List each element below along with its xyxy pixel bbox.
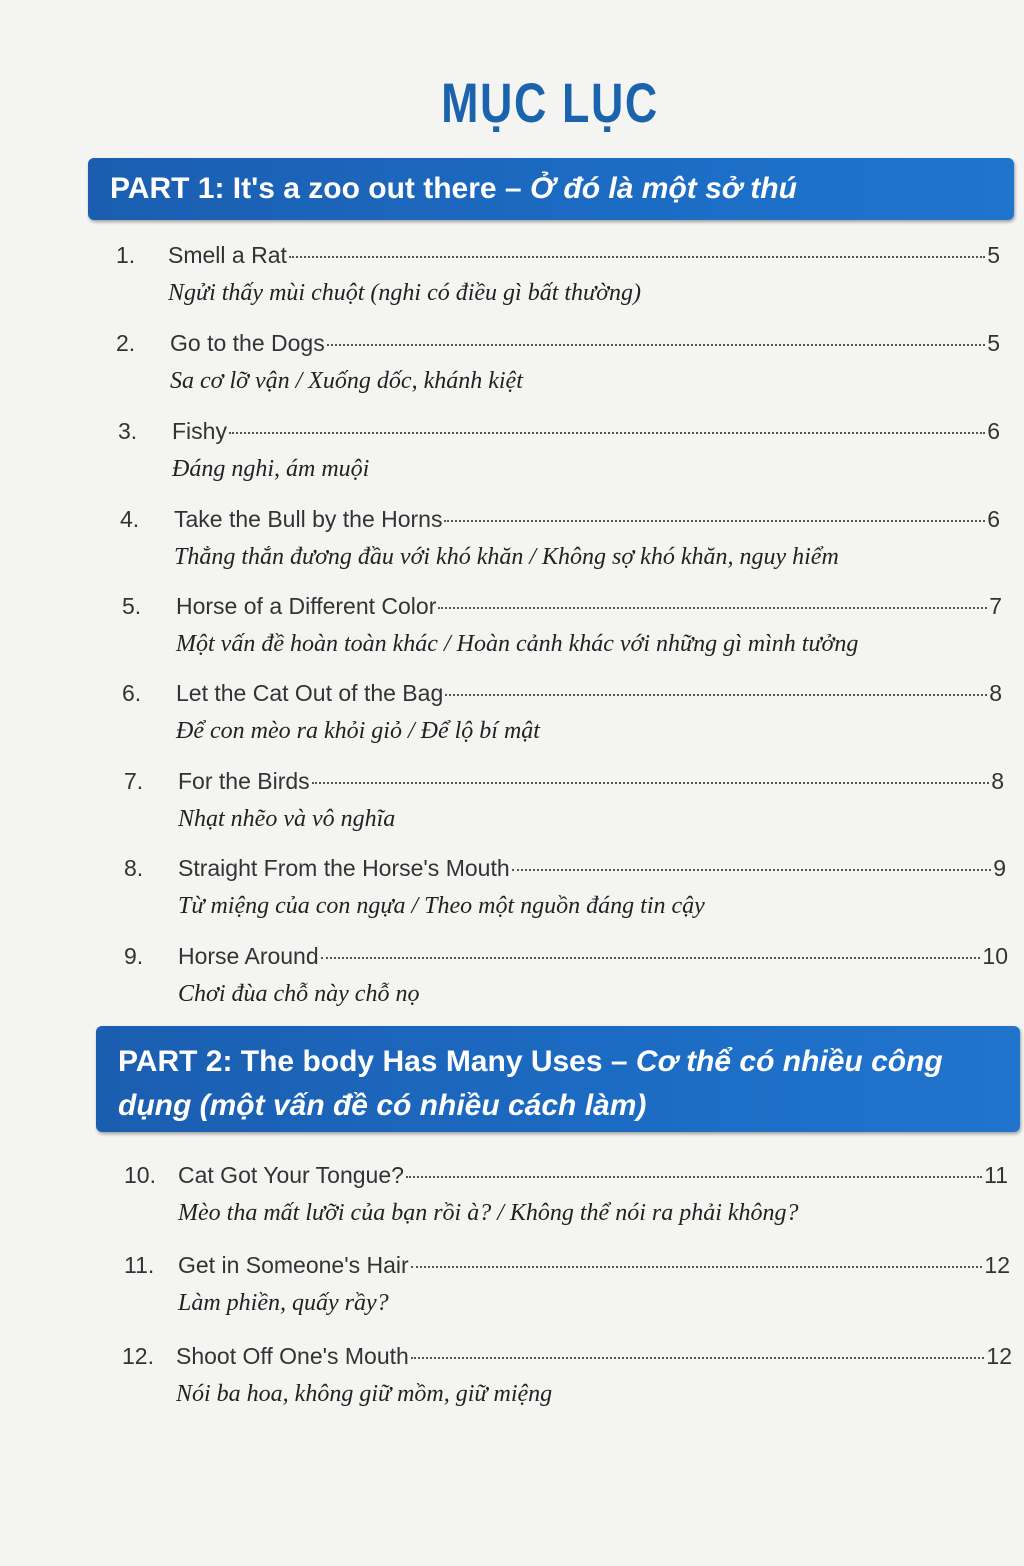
entry-title: Shoot Off One's Mouth <box>176 1343 409 1369</box>
entry-title: Smell a Rat <box>168 242 287 268</box>
entry-page: 8 <box>991 768 1004 794</box>
entry-translation: Ngửi thấy mùi chuột (nghi có điều gì bất thường) <box>168 280 641 306</box>
entry-title: Go to the Dogs <box>170 330 325 356</box>
toc-entry[interactable] <box>118 416 1000 496</box>
leader-dots <box>406 1176 982 1178</box>
toc-entry[interactable] <box>122 678 1002 758</box>
entry-translation: Mèo tha mất lưỡi của bạn rồi à? / Không thể nói ra phải không? <box>178 1200 799 1226</box>
page-title: MỤC LỤC <box>441 71 659 134</box>
entry-translation: Chơi đùa chỗ này chỗ nọ <box>178 981 420 1007</box>
entry-page: 8 <box>989 680 1002 706</box>
entry-translation: Đáng nghi, ám muội <box>172 456 370 482</box>
entry-title: Take the Bull by the Horns <box>174 506 443 532</box>
entry-page: 12 <box>986 1343 1012 1369</box>
toc-entry[interactable] <box>124 766 1004 846</box>
entry-number: 12. <box>122 1343 154 1369</box>
toc-entry[interactable] <box>124 941 1008 1021</box>
leader-dots <box>321 957 981 959</box>
entry-page: 12 <box>984 1252 1010 1278</box>
entry-translation: Từ miệng của con ngựa / Theo một nguồn đáng tin cậy <box>178 893 705 919</box>
entry-number: 2. <box>116 330 136 356</box>
entry-number: 5. <box>122 593 142 619</box>
part-2-banner <box>96 1026 1020 1132</box>
part-1-title-vi: Ở đó là một sở thú <box>529 172 797 205</box>
entry-title: Cat Got Your Tongue? <box>178 1162 404 1188</box>
entry-page: 5 <box>987 242 1000 268</box>
toc-entry[interactable] <box>124 853 1006 933</box>
leader-dots <box>438 607 987 609</box>
entry-translation: Nói ba hoa, không giữ mồm, giữ miệng <box>176 1381 553 1407</box>
entry-title: For the Birds <box>178 768 310 794</box>
leader-dots <box>411 1266 983 1268</box>
leader-dots <box>289 256 985 258</box>
entry-number: 7. <box>124 768 144 794</box>
toc-entry[interactable] <box>116 328 1000 408</box>
toc-entry[interactable] <box>122 591 1002 671</box>
entry-number: 8. <box>124 855 144 881</box>
entry-translation: Thẳng thắn đương đầu với khó khăn / Không sợ khó khăn, nguy hiểm <box>174 544 839 570</box>
entry-number: 10. <box>124 1162 156 1188</box>
entry-translation: Nhạt nhẽo và vô nghĩa <box>178 806 396 832</box>
toc-entry[interactable] <box>124 1160 1008 1240</box>
entry-number: 3. <box>118 418 138 444</box>
entry-page: 7 <box>989 593 1002 619</box>
toc-entry[interactable] <box>124 1250 1010 1330</box>
entry-page: 6 <box>987 506 1000 532</box>
entry-number: 11. <box>124 1252 155 1278</box>
part-2-title-en: PART 2: The body Has Many Uses – <box>118 1045 628 1078</box>
part-1-banner <box>88 158 1014 220</box>
entry-title: Get in Someone's Hair <box>178 1252 409 1278</box>
entry-title: Horse Around <box>178 943 319 969</box>
leader-dots <box>444 520 985 522</box>
entry-title: Straight From the Horse's Mouth <box>178 855 510 881</box>
entry-page: 10 <box>982 943 1008 969</box>
entry-translation: Sa cơ lỡ vận / Xuống dốc, khánh kiệt <box>170 368 523 394</box>
toc-entry[interactable] <box>116 240 1000 320</box>
entry-number: 1. <box>116 242 136 268</box>
leader-dots <box>327 344 986 346</box>
entry-page: 9 <box>993 855 1006 881</box>
leader-dots <box>229 432 985 434</box>
entry-translation: Làm phiền, quấy rầy? <box>178 1290 389 1316</box>
leader-dots <box>411 1357 985 1359</box>
leader-dots <box>445 694 987 696</box>
part-1-title-en: PART 1: It's a zoo out there – <box>110 172 522 205</box>
leader-dots <box>512 869 992 871</box>
entry-number: 4. <box>120 506 140 532</box>
entry-page: 11 <box>984 1162 1008 1188</box>
entry-translation: Để con mèo ra khỏi giỏ / Để lộ bí mật <box>176 718 540 744</box>
leader-dots <box>312 782 990 784</box>
entry-title: Let the Cat Out of the Bag <box>176 680 444 706</box>
toc-entry[interactable] <box>122 1341 1012 1421</box>
entry-number: 6. <box>122 680 142 706</box>
entry-title: Fishy <box>172 418 227 444</box>
entry-page: 6 <box>987 418 1000 444</box>
entry-translation: Một vấn đề hoàn toàn khác / Hoàn cảnh khác với những gì mình tưởng <box>176 631 859 657</box>
entry-number: 9. <box>124 943 144 969</box>
toc-entry[interactable] <box>120 504 1000 584</box>
part-2-title-vi: Cơ thể có nhiều công dụng (một vấn đề có nhiều cách làm) <box>118 1045 943 1122</box>
entry-title: Horse of a Different Color <box>176 593 437 619</box>
entry-page: 5 <box>987 330 1000 356</box>
